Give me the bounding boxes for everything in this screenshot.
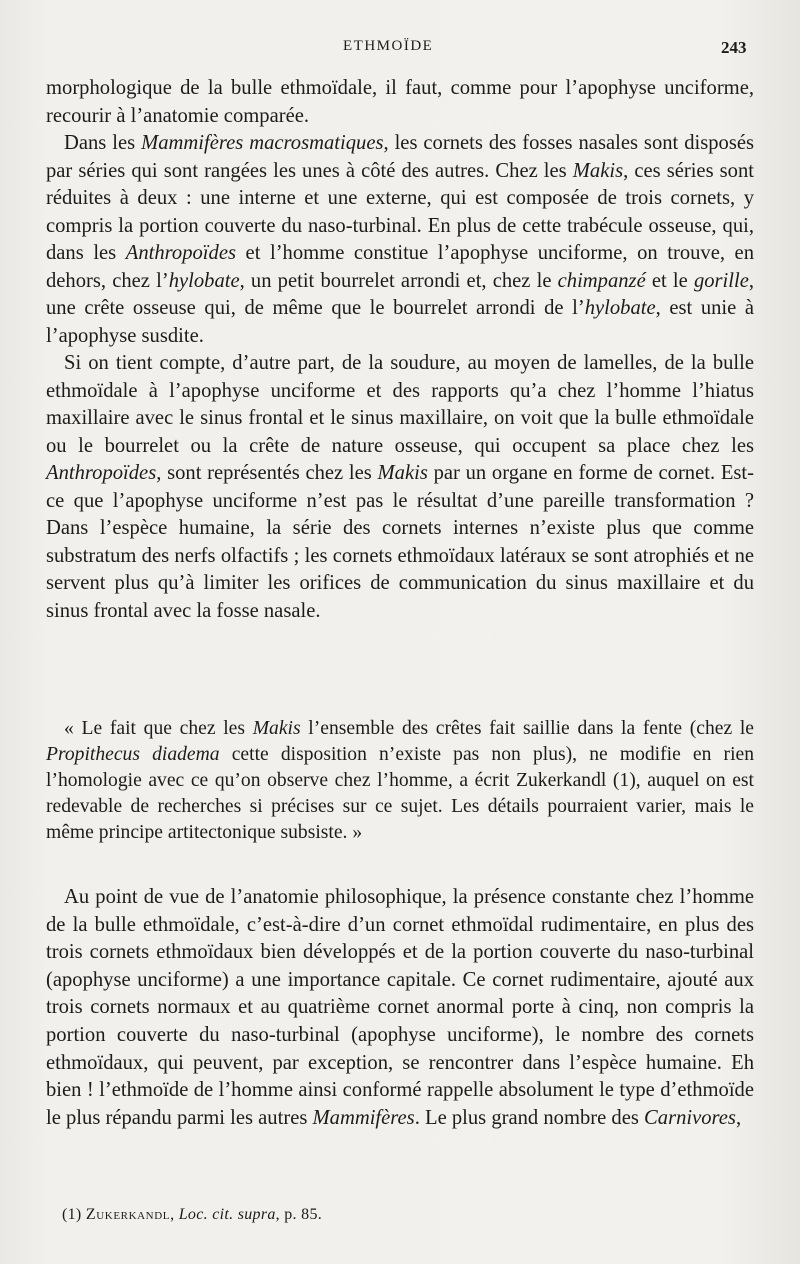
text-run: , sont représentés chez les [156,462,378,484]
footnote-page: , p. 85. [275,1206,323,1223]
footnote-marker: (1) [62,1206,82,1223]
italic-term: Makis [252,718,301,739]
text-run: . Le plus grand nombre des [414,1106,645,1129]
text-run: , ces séries sont réduites à deux : une interne et une externe, qui est composée de trois cornets, y compris la portion couverte du naso-turbinal. En plus de cette trabécule osseuse, qui, dans les [46,159,754,264]
text-run: Au point de vue de l’anatomie philosophique, la présence constante chez l’homme de la bulle ethmoïdale, c’est-à-dire d’un cornet ethmoïdal rudimentaire, en plus des trois cornets ethmoïdaux bien développés et de la portion couverte du naso-turbinal (apophyse unciforme) a une importance capitale. Ce cornet rudimentaire, ajouté aux trois cornets normaux et au quatrième cornet anormal porte à cinq, non compris la portion couverte du naso-turbinal (apophyse unciforme), le nombre des cornets ethmoïdaux, qui peuvent, par exception, se rencontrer dans l’espèce humaine. Eh bien ! l’ethmoïde de l’homme ainsi conformé rappelle absolument le type d’ethmoïde le plus répandu parmi les autres [46,886,754,1129]
page-number: 243 [721,38,747,57]
italic-term: Makis [572,159,624,182]
italic-term: hylobate [584,297,656,319]
text-run: Dans les [64,132,142,154]
italic-term: Mammifères [312,1106,415,1129]
text-run: , est unie à l’apophyse susdite. [46,297,754,347]
italic-term: Propithecus diadema [46,744,220,765]
footnote [62,1206,322,1224]
paragraph-3 [46,350,754,625]
quote-paragraph [46,716,754,846]
text-run: Si on tient compte, d’autre part, de la soudure, au moyen de lamelles, de la bulle ethmoïdale à l’apophyse unciforme et des rapports qu’a chez l’homme l’hiatus maxillaire avec le sinus frontal et le sinus maxillaire, on voit que la bulle ethmoïdale ou le bourrelet ou la crête de nature osseuse, qui occupent sa place chez les [46,352,754,457]
italic-term: Anthropoïdes [125,242,236,264]
text-run: , une crête osseuse qui, de même que le bourrelet arrondi de l’ [46,269,755,319]
quotation-block [46,716,754,846]
text-run: « Le fait que chez les [64,718,253,739]
italic-term: chimpanzé [557,269,646,292]
text-run: cette disposition n’existe pas non plus), ne modifie en rien l’homologie avec ce qu’on observe chez l’homme, a écrit Zukerkandl (1), auquel on est redevable de recherches si précises sur ce sujet. Les détails pourraient varier, mais le même principe artitectonique subsiste. » [46,744,755,843]
italic-term: Carnivores [644,1106,736,1129]
text-run: par un organe en forme de cornet. Est-ce que l’apophyse unciforme n’est pas le résultat d’une pareille transformation ? Dans l’espèce humaine, la série des cornets internes n’existe plus que comme substratum des nerfs olfactifs ; les cornets ethmoïdaux latéraux se sont atrophiés et ne servent plus qu’à limiter les orifices de communication du sinus maxillaire et du sinus frontal avec la fosse nasale. [46,462,755,622]
text-run: , [735,1106,742,1129]
running-head: ETHMOÏDE [343,38,434,54]
text-run: et l’homme constitue l’apophyse unciforme, on trouve, en dehors, chez l’ [46,242,754,292]
paragraph-1 [46,75,754,130]
text-run: et le [645,269,694,292]
italic-term: gorille [693,269,749,292]
italic-term: Mammifères macrosmatiques [141,132,384,154]
page-header [0,38,800,62]
text-run: l’ensemble des crêtes fait saillie dans la fente (chez le [300,718,754,739]
footnote-author: Zukerkandl [85,1206,171,1223]
italic-term: hylobate [168,269,240,292]
text-run: , les cornets des fosses nasales sont disposés par séries qui sont rangées les unes à côté des autres. Chez les [46,132,755,182]
footnote-separator: , [170,1206,179,1223]
italic-term: Anthropoïdes [46,462,157,484]
italic-term: Makis [377,462,428,484]
paragraph-2 [46,130,754,350]
main-text-continued [46,884,754,1132]
footnote-reference: Loc. cit. supra [178,1206,276,1223]
text-run: morphologique de la bulle ethmoïdale, il faut, comme pour l’apophyse unciforme, recourir à l’anatomie comparée. [46,77,754,127]
paragraph-4 [46,884,754,1132]
text-run: , un petit bourrelet arrondi et, chez le [239,269,558,292]
main-text [46,75,754,625]
